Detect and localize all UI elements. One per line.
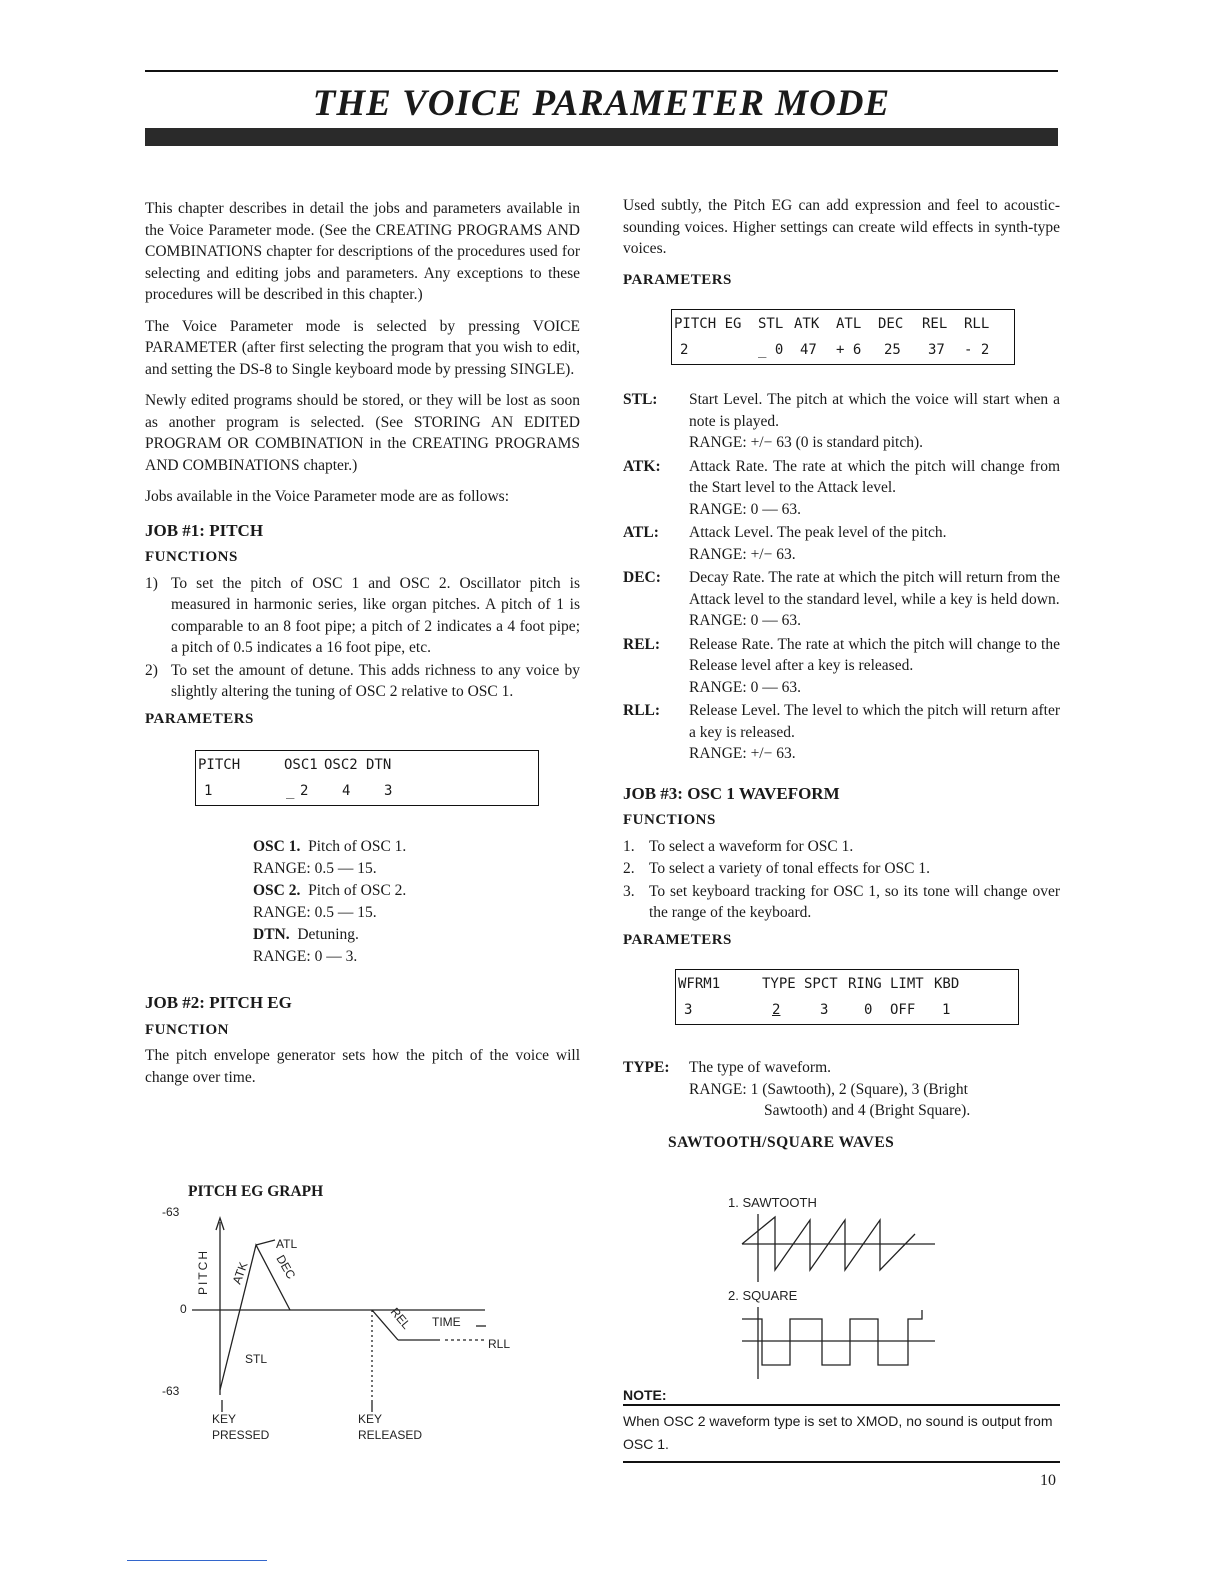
intro-paragraph-3: Newly edited programs should be stored, or they will be lost as soon as another program is selected. (See STORING AN EDITED PROGRAM OR COMBINATION in the CREATING PROGRAMS AND COMBINATIONS chapter.) xyxy=(145,392,580,474)
right-column xyxy=(623,195,1060,1153)
note-text: When OSC 2 waveform type is set to XMOD, no sound is output from OSC 1. xyxy=(623,1413,1053,1452)
graph-atk-label: ATK xyxy=(229,1260,251,1287)
param-row-stl: STL: Start Level. The pitch at which the voice will start when a note is played. RANGE: +/− 63 (0 is standard pitch). xyxy=(623,391,1060,451)
param-desc: Pitch of OSC 2. xyxy=(308,882,407,899)
job1-heading: JOB #1: PITCH xyxy=(145,520,264,540)
title-bar xyxy=(145,128,1058,146)
lcd-job-number: 3 xyxy=(684,1002,693,1018)
lcd-header: SPCT xyxy=(804,976,838,992)
footer-link-rule xyxy=(127,1560,267,1561)
graph-stl-label: STL xyxy=(245,1352,268,1366)
sawtooth-wave-diagram xyxy=(740,1212,940,1282)
lcd-value: _ 0 xyxy=(758,342,784,358)
graph-y-zero-label: 0 xyxy=(180,1302,187,1316)
lcd-header: RLL xyxy=(964,316,990,332)
square-label: 2. SQUARE xyxy=(728,1288,798,1303)
lcd-header: OSC2 xyxy=(324,757,358,773)
job2-heading: JOB #2: PITCH EG xyxy=(145,993,292,1012)
lcd-job-name: PITCH EG xyxy=(674,316,742,332)
left-column xyxy=(145,198,580,1098)
param-range-cont: Sawtooth) and 4 (Bright Square). xyxy=(764,1102,971,1119)
lcd-value: 47 xyxy=(800,342,817,358)
lcd-header: ATL xyxy=(836,316,862,332)
lcd-header: STL xyxy=(758,316,784,332)
graph-y-axis-label: PITCH xyxy=(196,1249,210,1295)
list-item: 1) To set the pitch of OSC 1 and OSC 2. Oscillator pitch is measured in harmonic series, like organ pitches. A pitch of 1 is comparable to an 8 foot pipe; a pitch of 2 indicates a 4 foot pipe; a pitch of 0.5 indicates a 16 foot pipe, etc. xyxy=(145,574,580,656)
lcd-header: REL xyxy=(922,316,948,332)
param-row-rel: REL: Release Rate. The rate at which the pitch will change to the Release level after a key is released. RANGE: 0 — 63. xyxy=(623,635,1060,696)
graph-y-bottom-label: -63 xyxy=(162,1384,180,1398)
top-rule xyxy=(145,70,1058,72)
lcd-value: 1 xyxy=(942,1002,951,1018)
intro-paragraph-1: This chapter describes in detail the jobs and parameters available in the Voice Parameter mode. (See the CREATING PROGRAMS AND COMBINATIONS chapter for descriptions of the procedures used for selecting and editing jobs and parameters. Any exceptions to these procedures will be described in this chapter.) xyxy=(145,200,580,303)
lcd-cursor: _ xyxy=(286,783,295,799)
graph-y-top-label: -63 xyxy=(162,1205,180,1219)
graph-key-released-label: KEY xyxy=(358,1412,383,1426)
job3-functions-list xyxy=(623,836,1060,924)
intro-paragraph-4: Jobs available in the Voice Parameter mode are as follows: xyxy=(145,488,510,505)
list-item: 2. To select a variety of tonal effects for OSC 1. xyxy=(623,860,930,877)
lcd-value: 0 xyxy=(864,1002,873,1018)
lcd-job-name: WFRM1 xyxy=(678,976,721,992)
job1-functions-label: FUNCTIONS xyxy=(145,549,238,565)
graph-rll-label: RLL xyxy=(488,1337,511,1351)
pitch-eg-graph xyxy=(150,1200,530,1450)
lcd-header: TYPE xyxy=(762,976,796,992)
graph-atl-label: ATL xyxy=(276,1237,298,1251)
param-range: RANGE: 0.5 — 15. xyxy=(253,860,377,877)
note-bottom-rule xyxy=(623,1461,1060,1463)
job1-functions-list xyxy=(145,573,580,703)
lcd-value: 37 xyxy=(928,342,945,358)
graph-key-pressed-label: KEY xyxy=(212,1412,237,1426)
job2-continued-text: Used subtly, the Pitch EG can add expression and feel to acoustic-sounding voices. Higher settings can create wild effects in synth-type voices. xyxy=(623,197,1060,257)
lcd-value: 3 xyxy=(384,783,393,799)
lcd-value: 3 xyxy=(820,1002,829,1018)
job2-function-text: The pitch envelope generator sets how the pitch of the voice will change over time. xyxy=(145,1047,580,1086)
lcd-value: OFF xyxy=(890,1002,916,1018)
param-term: OSC 2. xyxy=(253,882,301,899)
list-item: 2) To set the amount of detune. This adds richness to any voice by slightly altering the tuning of OSC 2 relative to OSC 1. xyxy=(145,661,580,700)
graph-rel-label: REL xyxy=(387,1304,414,1332)
job3-lcd-display xyxy=(675,969,1019,1025)
param-range: RANGE: 0 — 3. xyxy=(253,948,358,965)
note-label: NOTE: xyxy=(623,1387,667,1403)
param-desc: Pitch of OSC 1. xyxy=(308,838,407,855)
square-waveform xyxy=(742,1310,922,1365)
square-wave-diagram xyxy=(740,1305,940,1383)
job3-functions-label: FUNCTIONS xyxy=(623,812,716,828)
lcd-header: RING xyxy=(848,976,882,992)
job2-lcd-display xyxy=(671,309,1015,365)
lcd-value: + 6 xyxy=(836,342,862,358)
graph-atl-leader xyxy=(256,1240,275,1245)
lcd-value: - 2 xyxy=(964,342,990,358)
lcd-value: 25 xyxy=(884,342,901,358)
param-desc: Detuning. xyxy=(297,926,359,943)
param-row-atk: ATK: Attack Rate. The rate at which the pitch will change from the Start level to the Attack level. RANGE: 0 — 63. xyxy=(623,457,1060,518)
lcd-job-name: PITCH xyxy=(198,757,241,773)
lcd-value: 2 xyxy=(300,783,309,799)
page-number: 10 xyxy=(1040,1472,1056,1489)
graph-time-label: TIME xyxy=(432,1315,461,1329)
param-row-atl: ATL: Attack Level. The peak level of the pitch. RANGE: +/− 63. xyxy=(623,524,947,563)
job2-parameters-label: PARAMETERS xyxy=(623,271,732,288)
list-item: 1. To select a waveform for OSC 1. xyxy=(623,837,854,855)
pitch-eg-graph-title: PITCH EG GRAPH xyxy=(188,1183,324,1200)
lcd-header: LIMT xyxy=(890,976,924,992)
lcd-job-number: 1 xyxy=(204,783,213,799)
job1-params xyxy=(253,836,580,968)
note-top-rule xyxy=(623,1404,1060,1406)
lcd-header: OSC1 xyxy=(284,757,318,773)
job3-heading: JOB #3: OSC 1 WAVEFORM xyxy=(623,783,840,803)
param-row-rll: RLL: Release Level. The level to which the pitch will return after a key is released. RANGE: +/− 63. xyxy=(623,702,1060,762)
param-desc: The type of waveform. xyxy=(689,1059,832,1076)
job1-lcd-display xyxy=(195,750,539,806)
param-row-dec: DEC: Decay Rate. The rate at which the pitch will return from the Attack level to the standard level, while a key is held down. RANGE: 0 — 63. xyxy=(623,569,1060,629)
param-range: RANGE: 0.5 — 15. xyxy=(253,904,377,921)
page-title: THE VOICE PARAMETER MODE xyxy=(312,83,891,124)
job2-function-label: FUNCTION xyxy=(145,1021,230,1038)
param-term: TYPE: xyxy=(623,1059,670,1076)
job1-parameters-label: PARAMETERS xyxy=(145,710,254,727)
param-term: OSC 1. xyxy=(253,838,301,855)
graph-key-pressed-label-2: PRESSED xyxy=(212,1428,270,1442)
graph-dec-label: DEC xyxy=(273,1252,299,1282)
param-range: RANGE: 1 (Sawtooth), 2 (Square), 3 (Bright xyxy=(689,1080,968,1098)
lcd-header: DTN xyxy=(366,757,392,773)
param-term: DTN. xyxy=(253,926,290,943)
lcd-value: 2 xyxy=(772,1002,781,1018)
graph-key-released-label-2: RELEASED xyxy=(358,1428,423,1442)
waves-heading: SAWTOOTH/SQUARE WAVES xyxy=(668,1133,895,1151)
lcd-value: 4 xyxy=(342,783,351,799)
intro-paragraph-2: The Voice Parameter mode is selected by pressing VOICE PARAMETER (after first selecting the program that you wish to edit, and setting the DS-8 to Single keyboard mode by pressing SINGLE). xyxy=(145,317,580,378)
lcd-header: ATK xyxy=(794,316,820,332)
sawtooth-label: 1. SAWTOOTH xyxy=(728,1195,817,1210)
lcd-job-number: 2 xyxy=(680,342,689,358)
lcd-header: KBD xyxy=(934,976,960,992)
lcd-header: DEC xyxy=(878,316,904,332)
job3-parameters-label: PARAMETERS xyxy=(623,931,732,948)
list-item: 3. To set keyboard tracking for OSC 1, so its tone will change over the range of the keyboard. xyxy=(623,882,1060,921)
